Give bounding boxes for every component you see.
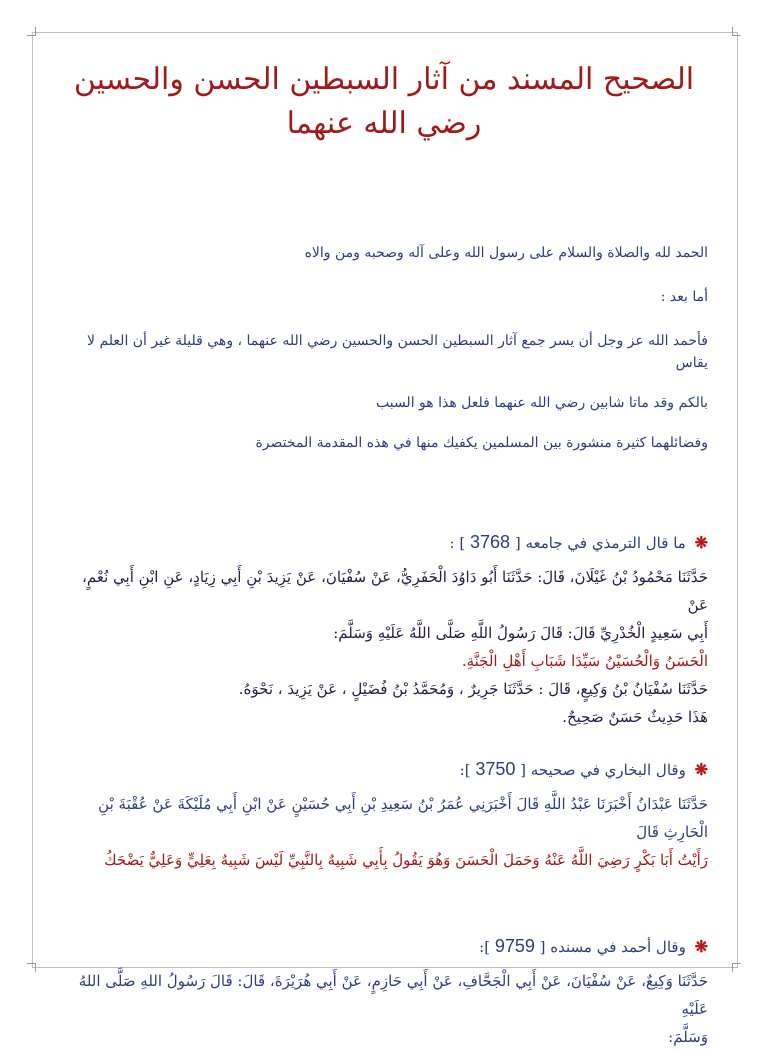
section-heading-text: وقال البخاري في صحيحه [	[520, 761, 686, 779]
intro-praise: الحمد لله والصلاة والسلام على رسول الله وعلى آله وصحبه ومن والاه	[304, 245, 708, 261]
hadith-line: أَبِي سَعِيدٍ الْخُدْرِيِّ قَالَ: قَالَ رَسُولُ اللَّهِ صَلَّى اللَّهُ عَلَيْهِ وَسَلَّمَ:	[333, 624, 708, 642]
section-heading-suffix: ] :	[449, 534, 466, 552]
document-title: الصحيح المسند من آثار السبطين الحسن والحسين رضي الله عنهما	[73, 62, 695, 141]
corner-mark	[27, 963, 36, 972]
section-heading-tirmidhi	[60, 530, 708, 555]
intro-paragraph-line: فأحمد الله عز وجل أن يسر جمع آثار السبطين الحسن والحسين رضي الله عنهما ، وهي قليلة غير أن العلم لا يقاس	[87, 333, 708, 371]
hadith-line: حَدَّثَنَا سُفْيَانُ بْنُ وَكِيعٍ، قَالَ : حَدَّثَنَا جَرِيرٌ ، وَمُحَمَّدُ بْنُ فُضَيْلٍ ، عَنْ يَزِيدَ ، نَحْوَهُ.	[238, 680, 708, 698]
hadith-matn: الْحَسَنُ وَالْحُسَيْنُ سَيِّدَا شَبَابِ أَهْلِ الْجَنَّةِ.	[461, 652, 708, 670]
intro-paragraph-line: بالكم وقد ماتا شابين رضي الله عنهما فلعل هذا هو السبب	[375, 395, 708, 411]
hadith-line: حَدَّثَنَا عَبْدَانُ أَخْبَرَنَا عَبْدُ اللَّهِ قَالَ أَخْبَرَنِي عُمَرُ بْنُ سَعِيدِ بْنِ أَبِي حُسَيْنٍ عَنْ ابْنِ أَبِي مُلَيْكَةَ عَنْ عُقْبَةَ بْنِ الْحَارِثِ قَالَ	[98, 795, 708, 841]
section-heading-ahmad	[60, 934, 708, 959]
intro-paragraph	[60, 330, 708, 414]
section-heading-suffix: ]:	[479, 938, 491, 956]
reference-number: 3750	[475, 759, 516, 779]
asterisk-icon: ❋	[694, 937, 708, 956]
section-heading-text: وقال أحمد في مسنده [	[539, 938, 686, 956]
intro-virtues: وفضائلهما كثيرة منشورة بين المسلمين يكفيك منها في هذه المقدمة المختصرة	[255, 435, 708, 451]
hadith-text-ahmad	[60, 967, 708, 1051]
hadith-line: حَدَّثَنَا مَحْمُودُ بْنُ غَيْلَانَ، قَالَ: حَدَّثَنَا أَبُو دَاوُدَ الْحَفَرِيُّ، عَنْ سُفْيَانَ، عَنْ يَزِيدَ بْنِ أَبِي زِيَادٍ، عَنِ ابْنِ أَبِي نُعْمٍ، عَنْ	[82, 568, 708, 614]
reference-number: 3768	[470, 532, 511, 552]
hadith-line: وَسَلَّمَ:	[668, 1028, 708, 1046]
hadith-line: حَدَّثَنَا وَكِيعٌ، عَنْ سُفْيَانَ، عَنْ أَبِي الْجَحَّافِ، عَنْ أَبِي حَازِمٍ، عَنْ أَبِي هُرَيْرَةَ، قَالَ: قَالَ رَسُولُ اللهِ صَلَّى اللهُ عَلَيْهِ	[78, 972, 708, 1018]
section-heading-bukhari	[60, 757, 708, 782]
asterisk-icon: ❋	[694, 760, 708, 779]
intro-amma-bad: أما بعد :	[660, 289, 708, 305]
document-body	[60, 40, 708, 1051]
hadith-matn: رَأَيْتُ أَبَا بَكْرٍ رَضِيَ اللَّهُ عَنْهُ وَحَمَلَ الْحَسَنَ وَهُوَ يَقُولُ بِأَبِي شَبِيهٌ بِالنَّبِيِّ لَيْسَ شَبِيهٌ بِعَلِيٍّ وَعَلِيٌّ يَضْحَكُ	[104, 851, 708, 869]
asterisk-icon: ❋	[694, 533, 708, 552]
corner-mark	[732, 27, 741, 36]
section-heading-text: ما قال الترمذي في جامعه [	[514, 534, 686, 552]
hadith-text-tirmidhi	[60, 563, 708, 731]
hadith-text-bukhari	[60, 790, 708, 874]
reference-number: 9759	[494, 936, 535, 956]
section-heading-suffix: ]:	[459, 761, 471, 779]
corner-mark	[27, 27, 36, 36]
hadith-grading: هَذَا حَدِيثٌ حَسَنٌ صَحِيحٌ.	[562, 708, 708, 726]
corner-mark	[732, 963, 741, 972]
